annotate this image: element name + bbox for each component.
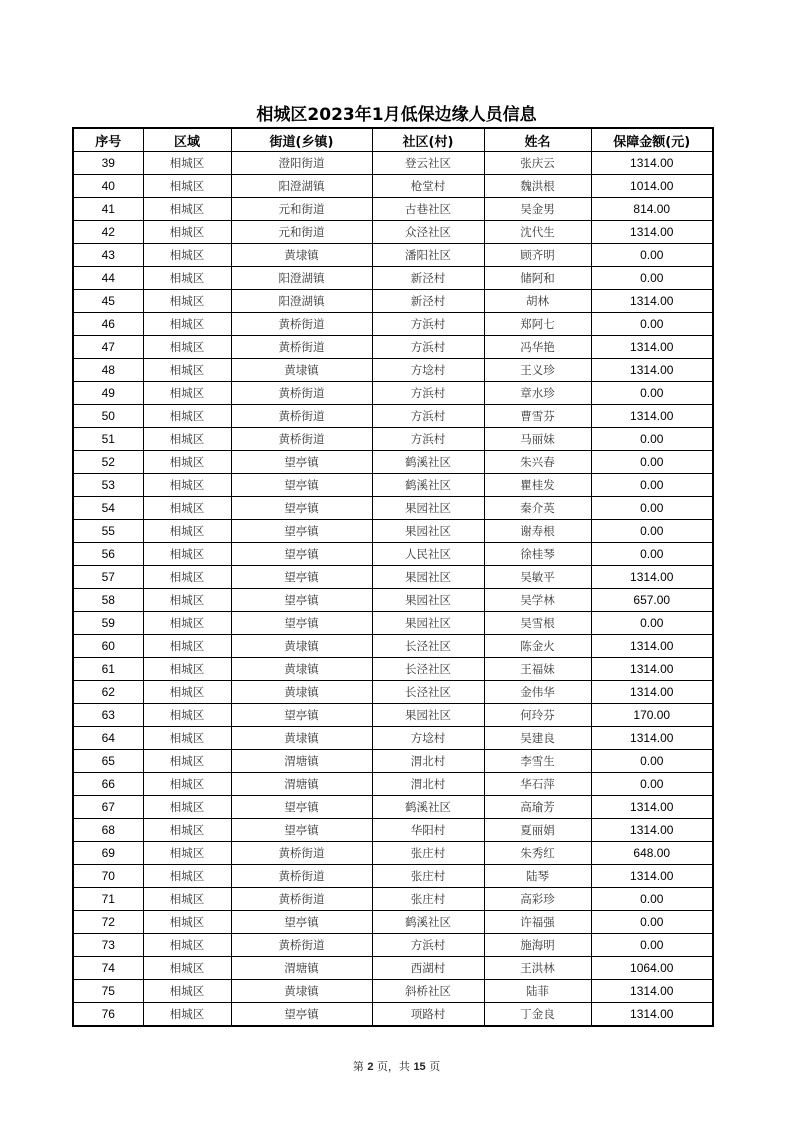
cell-name: 李雪生 [484, 750, 591, 773]
cell-amount: 0.00 [591, 888, 713, 911]
cell-amount: 1314.00 [591, 980, 713, 1003]
cell-community: 方浜村 [372, 405, 484, 428]
cell-community: 鹤溪社区 [372, 474, 484, 497]
cell-district: 相城区 [143, 819, 231, 842]
cell-district: 相城区 [143, 727, 231, 750]
table-row [73, 727, 713, 750]
cell-amount: 1014.00 [591, 175, 713, 198]
cell-street: 黄埭镇 [231, 244, 372, 267]
cell-community: 渭北村 [372, 750, 484, 773]
cell-district: 相城区 [143, 635, 231, 658]
cell-index: 73 [73, 934, 143, 957]
cell-street: 望亭镇 [231, 474, 372, 497]
cell-community: 项路村 [372, 1003, 484, 1027]
cell-street: 望亭镇 [231, 543, 372, 566]
cell-name: 瞿桂发 [484, 474, 591, 497]
cell-district: 相城区 [143, 934, 231, 957]
table-row [73, 934, 713, 957]
cell-district: 相城区 [143, 244, 231, 267]
cell-street: 黄桥街道 [231, 405, 372, 428]
data-table [72, 127, 714, 1027]
cell-index: 54 [73, 497, 143, 520]
cell-community: 张庄村 [372, 842, 484, 865]
cell-community: 方埝村 [372, 359, 484, 382]
cell-district: 相城区 [143, 589, 231, 612]
table-row [73, 359, 713, 382]
cell-amount: 1314.00 [591, 635, 713, 658]
cell-street: 黄桥街道 [231, 842, 372, 865]
cell-community: 张庄村 [372, 888, 484, 911]
page-title: 相城区2023年1月低保边缘人员信息 [256, 105, 537, 125]
cell-name: 胡林 [484, 290, 591, 313]
cell-index: 64 [73, 727, 143, 750]
cell-community: 鹤溪社区 [372, 451, 484, 474]
cell-street: 阳澄湖镇 [231, 290, 372, 313]
cell-street: 望亭镇 [231, 1003, 372, 1027]
cell-index: 46 [73, 313, 143, 336]
cell-amount: 1314.00 [591, 658, 713, 681]
cell-district: 相城区 [143, 888, 231, 911]
cell-street: 望亭镇 [231, 520, 372, 543]
cell-district: 相城区 [143, 175, 231, 198]
cell-name: 陆琴 [484, 865, 591, 888]
cell-name: 储阿和 [484, 267, 591, 290]
cell-name: 沈代生 [484, 221, 591, 244]
table-row [73, 497, 713, 520]
cell-name: 何玲芬 [484, 704, 591, 727]
table-row [73, 773, 713, 796]
cell-street: 黄桥街道 [231, 428, 372, 451]
cell-district: 相城区 [143, 704, 231, 727]
cell-community: 华阳村 [372, 819, 484, 842]
cell-name: 郑阿七 [484, 313, 591, 336]
cell-district: 相城区 [143, 980, 231, 1003]
cell-amount: 0.00 [591, 750, 713, 773]
table-row [73, 750, 713, 773]
cell-index: 67 [73, 796, 143, 819]
cell-name: 王义珍 [484, 359, 591, 382]
cell-community: 果园社区 [372, 589, 484, 612]
table-row [73, 704, 713, 727]
cell-name: 夏丽娟 [484, 819, 591, 842]
cell-district: 相城区 [143, 865, 231, 888]
table-row [73, 612, 713, 635]
cell-index: 50 [73, 405, 143, 428]
cell-amount: 1314.00 [591, 819, 713, 842]
cell-index: 72 [73, 911, 143, 934]
cell-index: 56 [73, 543, 143, 566]
cell-name: 王洪林 [484, 957, 591, 980]
cell-amount: 0.00 [591, 543, 713, 566]
cell-street: 望亭镇 [231, 612, 372, 635]
cell-community: 斜桥社区 [372, 980, 484, 1003]
cell-community: 张庄村 [372, 865, 484, 888]
cell-community: 众泾社区 [372, 221, 484, 244]
cell-community: 方浜村 [372, 428, 484, 451]
cell-district: 相城区 [143, 382, 231, 405]
cell-community: 长泾社区 [372, 658, 484, 681]
cell-amount: 1314.00 [591, 336, 713, 359]
cell-street: 黄埭镇 [231, 727, 372, 750]
table-row [73, 267, 713, 290]
cell-street: 黄埭镇 [231, 681, 372, 704]
cell-name: 吴学林 [484, 589, 591, 612]
table-row [73, 635, 713, 658]
current-page-number: 2 [367, 1061, 374, 1073]
table-row [73, 244, 713, 267]
column-header-index: 序号 [73, 128, 143, 152]
cell-index: 59 [73, 612, 143, 635]
cell-amount: 0.00 [591, 497, 713, 520]
cell-name: 吴金男 [484, 198, 591, 221]
cell-district: 相城区 [143, 957, 231, 980]
cell-amount: 1314.00 [591, 152, 713, 175]
cell-amount: 0.00 [591, 474, 713, 497]
cell-index: 47 [73, 336, 143, 359]
table-row [73, 543, 713, 566]
cell-index: 74 [73, 957, 143, 980]
table-row [73, 796, 713, 819]
cell-street: 望亭镇 [231, 704, 372, 727]
cell-community: 果园社区 [372, 612, 484, 635]
cell-district: 相城区 [143, 152, 231, 175]
cell-community: 鹤溪社区 [372, 911, 484, 934]
cell-district: 相城区 [143, 658, 231, 681]
table-row [73, 888, 713, 911]
table-row [73, 957, 713, 980]
cell-community: 果园社区 [372, 704, 484, 727]
cell-name: 秦介英 [484, 497, 591, 520]
cell-street: 黄埭镇 [231, 980, 372, 1003]
cell-name: 金伟华 [484, 681, 591, 704]
cell-community: 新泾村 [372, 290, 484, 313]
cell-name: 丁金良 [484, 1003, 591, 1027]
cell-community: 长泾社区 [372, 635, 484, 658]
cell-street: 黄桥街道 [231, 336, 372, 359]
table-row [73, 520, 713, 543]
cell-street: 阳澄湖镇 [231, 175, 372, 198]
cell-amount: 648.00 [591, 842, 713, 865]
cell-index: 63 [73, 704, 143, 727]
table-row [73, 474, 713, 497]
cell-district: 相城区 [143, 612, 231, 635]
cell-community: 方浜村 [372, 313, 484, 336]
cell-amount: 0.00 [591, 428, 713, 451]
cell-name: 吴建良 [484, 727, 591, 750]
cell-name: 顾齐明 [484, 244, 591, 267]
cell-district: 相城区 [143, 681, 231, 704]
cell-district: 相城区 [143, 198, 231, 221]
cell-district: 相城区 [143, 543, 231, 566]
cell-amount: 657.00 [591, 589, 713, 612]
cell-street: 黄埭镇 [231, 359, 372, 382]
cell-index: 70 [73, 865, 143, 888]
cell-index: 66 [73, 773, 143, 796]
column-header-amount: 保障金额(元) [591, 128, 713, 152]
cell-index: 40 [73, 175, 143, 198]
cell-amount: 0.00 [591, 244, 713, 267]
cell-name: 徐桂琴 [484, 543, 591, 566]
table-row [73, 1003, 713, 1027]
cell-street: 望亭镇 [231, 911, 372, 934]
cell-district: 相城区 [143, 336, 231, 359]
cell-index: 61 [73, 658, 143, 681]
cell-amount: 1314.00 [591, 1003, 713, 1027]
cell-amount: 0.00 [591, 612, 713, 635]
cell-name: 魏洪根 [484, 175, 591, 198]
table-row [73, 313, 713, 336]
cell-index: 42 [73, 221, 143, 244]
cell-index: 69 [73, 842, 143, 865]
table-row [73, 451, 713, 474]
cell-name: 许福强 [484, 911, 591, 934]
column-header-name: 姓名 [484, 128, 591, 152]
cell-community: 鹤溪社区 [372, 796, 484, 819]
cell-index: 75 [73, 980, 143, 1003]
cell-community: 新泾村 [372, 267, 484, 290]
cell-index: 76 [73, 1003, 143, 1027]
cell-index: 58 [73, 589, 143, 612]
cell-amount: 1314.00 [591, 566, 713, 589]
cell-name: 吴雪根 [484, 612, 591, 635]
cell-index: 41 [73, 198, 143, 221]
column-header-district: 区域 [143, 128, 231, 152]
cell-district: 相城区 [143, 313, 231, 336]
cell-name: 陆菲 [484, 980, 591, 1003]
table-row [73, 198, 713, 221]
cell-amount: 0.00 [591, 451, 713, 474]
table-row [73, 221, 713, 244]
cell-community: 果园社区 [372, 520, 484, 543]
cell-index: 62 [73, 681, 143, 704]
page-footer [0, 1058, 793, 1074]
cell-name: 朱兴春 [484, 451, 591, 474]
cell-community: 方浜村 [372, 336, 484, 359]
footer-middle: 页，共 [376, 1060, 410, 1073]
cell-district: 相城区 [143, 497, 231, 520]
table-row [73, 152, 713, 175]
cell-name: 张庆云 [484, 152, 591, 175]
footer-prefix: 第 [352, 1060, 364, 1073]
cell-street: 望亭镇 [231, 819, 372, 842]
cell-community: 登云社区 [372, 152, 484, 175]
cell-street: 望亭镇 [231, 497, 372, 520]
cell-name: 高彩珍 [484, 888, 591, 911]
cell-name: 章水珍 [484, 382, 591, 405]
cell-amount: 1314.00 [591, 796, 713, 819]
cell-name: 王福妹 [484, 658, 591, 681]
cell-amount: 1064.00 [591, 957, 713, 980]
table-row [73, 865, 713, 888]
column-header-street: 街道(乡镇) [231, 128, 372, 152]
cell-amount: 0.00 [591, 382, 713, 405]
column-header-community: 社区(村) [372, 128, 484, 152]
table-row [73, 911, 713, 934]
cell-district: 相城区 [143, 451, 231, 474]
cell-index: 55 [73, 520, 143, 543]
cell-street: 黄桥街道 [231, 934, 372, 957]
cell-street: 渭塘镇 [231, 773, 372, 796]
cell-name: 谢寿根 [484, 520, 591, 543]
cell-amount: 0.00 [591, 911, 713, 934]
cell-community: 西湖村 [372, 957, 484, 980]
cell-street: 黄桥街道 [231, 865, 372, 888]
cell-amount: 1314.00 [591, 359, 713, 382]
cell-index: 45 [73, 290, 143, 313]
table-row [73, 336, 713, 359]
cell-index: 49 [73, 382, 143, 405]
cell-amount: 0.00 [591, 773, 713, 796]
cell-community: 果园社区 [372, 566, 484, 589]
cell-name: 吴敏平 [484, 566, 591, 589]
cell-index: 53 [73, 474, 143, 497]
cell-index: 43 [73, 244, 143, 267]
cell-street: 黄桥街道 [231, 888, 372, 911]
cell-amount: 1314.00 [591, 290, 713, 313]
cell-index: 48 [73, 359, 143, 382]
cell-amount: 0.00 [591, 934, 713, 957]
cell-index: 39 [73, 152, 143, 175]
cell-amount: 0.00 [591, 313, 713, 336]
cell-district: 相城区 [143, 773, 231, 796]
cell-district: 相城区 [143, 842, 231, 865]
cell-name: 华石萍 [484, 773, 591, 796]
cell-street: 澄阳街道 [231, 152, 372, 175]
table-row [73, 589, 713, 612]
cell-district: 相城区 [143, 911, 231, 934]
table-body [73, 152, 713, 1027]
cell-amount: 814.00 [591, 198, 713, 221]
table-row [73, 658, 713, 681]
cell-district: 相城区 [143, 750, 231, 773]
cell-district: 相城区 [143, 405, 231, 428]
cell-index: 65 [73, 750, 143, 773]
cell-district: 相城区 [143, 796, 231, 819]
cell-district: 相城区 [143, 359, 231, 382]
cell-name: 高瑜芳 [484, 796, 591, 819]
cell-street: 渭塘镇 [231, 957, 372, 980]
cell-district: 相城区 [143, 428, 231, 451]
cell-street: 望亭镇 [231, 451, 372, 474]
footer-suffix: 页 [429, 1060, 441, 1073]
table-row [73, 405, 713, 428]
cell-community: 古巷社区 [372, 198, 484, 221]
cell-amount: 1314.00 [591, 727, 713, 750]
cell-index: 57 [73, 566, 143, 589]
cell-district: 相城区 [143, 520, 231, 543]
cell-amount: 0.00 [591, 520, 713, 543]
cell-community: 渭北村 [372, 773, 484, 796]
cell-district: 相城区 [143, 1003, 231, 1027]
cell-name: 马丽妹 [484, 428, 591, 451]
cell-street: 元和街道 [231, 198, 372, 221]
cell-amount: 0.00 [591, 267, 713, 290]
cell-index: 71 [73, 888, 143, 911]
cell-district: 相城区 [143, 566, 231, 589]
cell-amount: 1314.00 [591, 681, 713, 704]
table-row [73, 681, 713, 704]
cell-community: 方埝村 [372, 727, 484, 750]
cell-street: 黄桥街道 [231, 382, 372, 405]
cell-street: 望亭镇 [231, 566, 372, 589]
cell-name: 陈金火 [484, 635, 591, 658]
table-row [73, 566, 713, 589]
table-row [73, 842, 713, 865]
cell-district: 相城区 [143, 267, 231, 290]
cell-amount: 170.00 [591, 704, 713, 727]
table-row [73, 428, 713, 451]
cell-community: 方浜村 [372, 382, 484, 405]
table-row [73, 382, 713, 405]
cell-street: 望亭镇 [231, 796, 372, 819]
cell-amount: 1314.00 [591, 405, 713, 428]
table-row [73, 980, 713, 1003]
cell-amount: 1314.00 [591, 221, 713, 244]
cell-street: 黄埭镇 [231, 635, 372, 658]
cell-name: 冯华艳 [484, 336, 591, 359]
cell-community: 果园社区 [372, 497, 484, 520]
cell-name: 曹雪芬 [484, 405, 591, 428]
total-pages-number: 15 [413, 1061, 426, 1073]
cell-street: 元和街道 [231, 221, 372, 244]
table-row [73, 819, 713, 842]
cell-index: 44 [73, 267, 143, 290]
cell-street: 望亭镇 [231, 589, 372, 612]
cell-street: 黄埭镇 [231, 658, 372, 681]
cell-name: 朱秀红 [484, 842, 591, 865]
table-row [73, 290, 713, 313]
cell-district: 相城区 [143, 474, 231, 497]
cell-index: 68 [73, 819, 143, 842]
cell-community: 长泾社区 [372, 681, 484, 704]
cell-street: 黄桥街道 [231, 313, 372, 336]
cell-district: 相城区 [143, 290, 231, 313]
cell-name: 施海明 [484, 934, 591, 957]
cell-index: 52 [73, 451, 143, 474]
cell-community: 方浜村 [372, 934, 484, 957]
cell-district: 相城区 [143, 221, 231, 244]
cell-index: 51 [73, 428, 143, 451]
table-row [73, 175, 713, 198]
cell-community: 枪堂村 [372, 175, 484, 198]
cell-index: 60 [73, 635, 143, 658]
cell-street: 阳澄湖镇 [231, 267, 372, 290]
cell-community: 潘阳社区 [372, 244, 484, 267]
table-header-row [73, 128, 713, 152]
cell-community: 人民社区 [372, 543, 484, 566]
cell-street: 渭塘镇 [231, 750, 372, 773]
cell-amount: 1314.00 [591, 865, 713, 888]
